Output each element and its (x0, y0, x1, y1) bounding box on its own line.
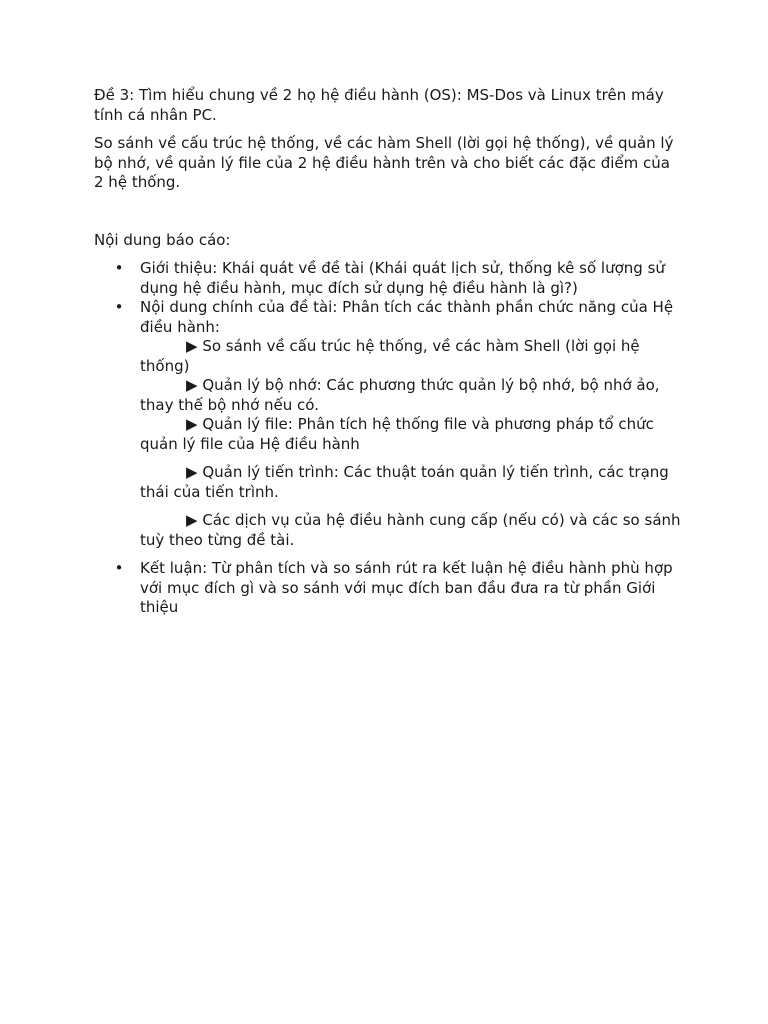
subitem-structure (140, 337, 684, 376)
list-item-conclusion (94, 559, 684, 618)
arrow-icon: ▶ (186, 463, 198, 481)
subitem-services (140, 511, 684, 550)
subitem-process (140, 463, 684, 502)
list-item-text: Giới thiệu: Khái quát về đề tài (Khái quát lịch sử, thống kê số lượng sử dụng hệ điều hành, mục đích sử dụng hệ điều hành là gì?) (140, 259, 665, 297)
list-item-text: Kết luận: Từ phân tích và so sánh rút ra kết luận hệ điều hành phù hợp với mục đích gì và so sánh với mục đích ban đầu đưa ra từ phần Giới thiệu (140, 559, 673, 616)
subitem-text: So sánh về cấu trúc hệ thống, về các hàm Shell (lời gọi hệ thống) (140, 337, 640, 375)
list-item-text: Nội dung chính của đề tài: Phân tích các thành phần chức năng của Hệ điều hành: (140, 298, 674, 336)
subitem-text: Quản lý bộ nhớ: Các phương thức quản lý bộ nhớ, bộ nhớ ảo, thay thế bộ nhớ nếu có. (140, 376, 660, 414)
bullet-icon: • (114, 298, 124, 316)
bullet-icon: • (114, 259, 124, 277)
subitem-text: Quản lý file: Phân tích hệ thống file và phương pháp tổ chức quản lý file của Hệ điều hành (140, 415, 654, 453)
arrow-icon: ▶ (186, 415, 198, 433)
subitem-text: Quản lý tiến trình: Các thuật toán quản lý tiến trình, các trạng thái của tiến trình. (140, 463, 669, 501)
document-page (94, 86, 684, 618)
compare-paragraph: So sánh về cấu trúc hệ thống, về các hàm Shell (lời gọi hệ thống), về quản lý bộ nhớ, về quản lý file của 2 hệ điều hành trên và cho biết các đặc điểm của 2 hệ thống. (94, 134, 674, 191)
arrow-icon: ▶ (186, 376, 198, 394)
subitem-text: Các dịch vụ của hệ điều hành cung cấp (nếu có) và các so sánh tuỳ theo từng đề tài. (140, 511, 681, 549)
arrow-icon: ▶ (186, 337, 198, 355)
list-item-main-content (94, 298, 684, 550)
subitem-memory (140, 376, 684, 415)
arrow-icon: ▶ (186, 511, 198, 529)
report-content-list (94, 259, 684, 618)
subitem-file (140, 415, 684, 454)
section-heading: Nội dung báo cáo: (94, 230, 231, 249)
bullet-icon: • (114, 559, 124, 577)
list-item-introduction (94, 259, 684, 298)
title-paragraph: Đề 3: Tìm hiểu chung về 2 họ hệ điều hành (OS): MS-Dos và Linux trên máy tính cá nhân PC. (94, 86, 664, 124)
